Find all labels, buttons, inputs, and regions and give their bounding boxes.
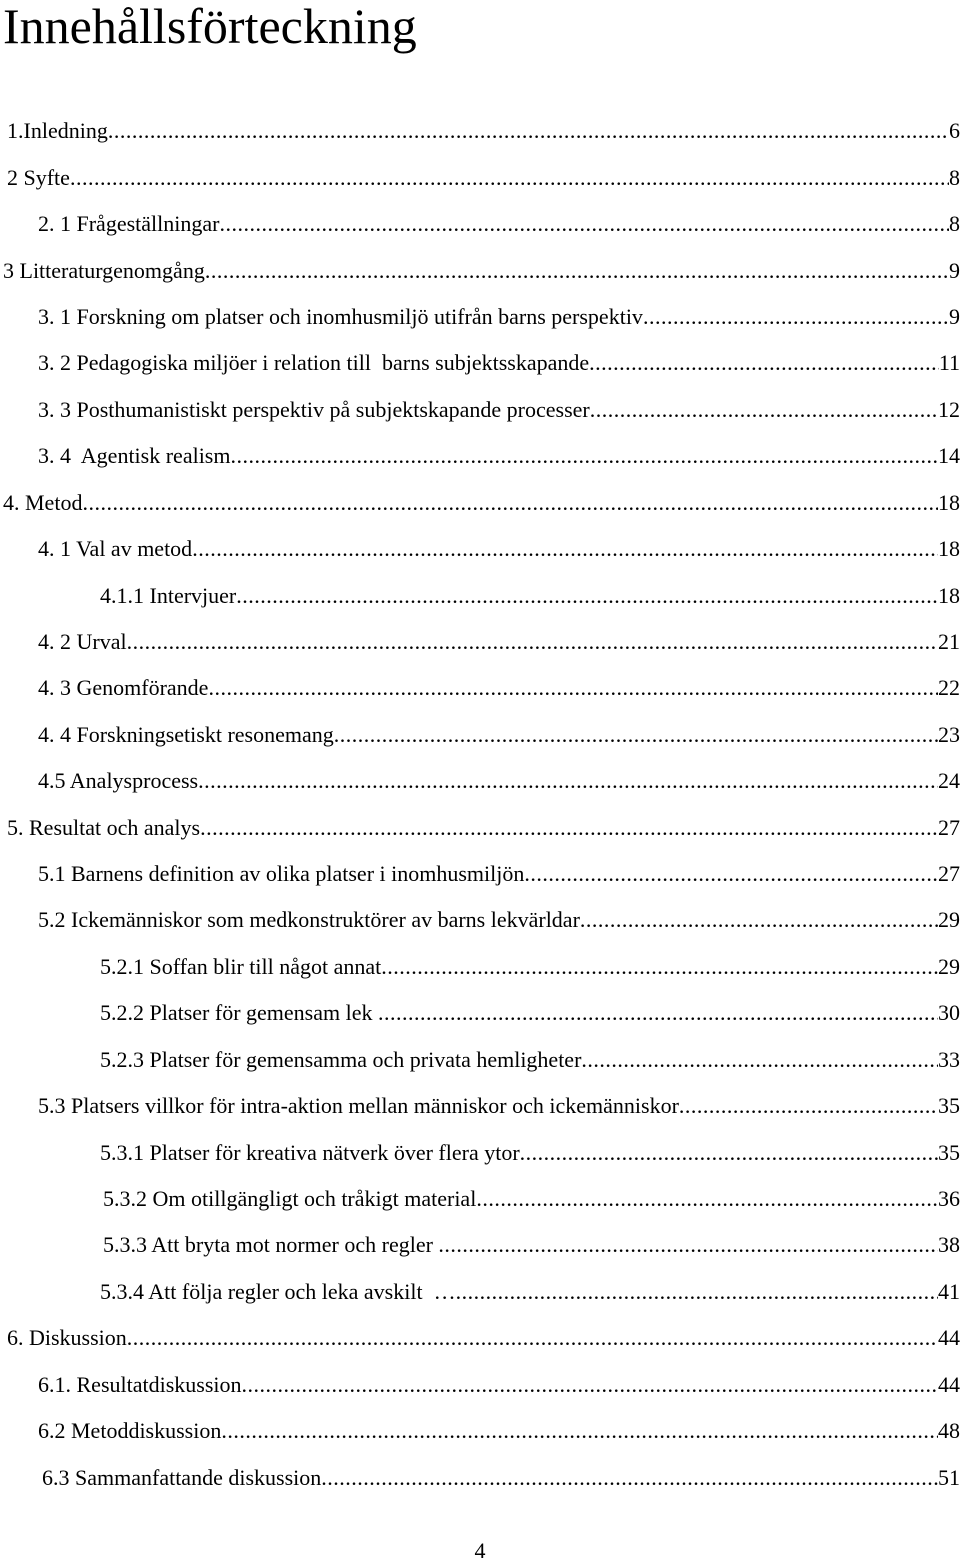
dot-leader (205, 258, 949, 284)
toc-entry-page: 48 (938, 1418, 960, 1443)
toc-entry-page: 9 (949, 258, 960, 283)
toc-entry[interactable] (7, 111, 960, 151)
toc-entry[interactable] (38, 668, 960, 708)
toc-entry-page: 23 (938, 722, 960, 747)
dot-leader (476, 1186, 938, 1212)
toc-entry-label: 4. 1 Val av metod (38, 536, 193, 561)
toc-entry-page: 35 (938, 1093, 960, 1118)
dot-leader (321, 1465, 938, 1491)
dot-leader (208, 675, 938, 701)
toc-entry[interactable] (38, 390, 960, 430)
toc-entry-label: 5.3 Platsers villkor för intra-aktion mellan människor och ickemänniskor (38, 1093, 679, 1118)
toc-entry-page: 44 (938, 1325, 960, 1350)
toc-entry[interactable] (38, 1086, 960, 1126)
toc-entry-page: 29 (938, 907, 960, 932)
page-number: 4 (474, 1538, 486, 1563)
toc-entry[interactable] (38, 297, 960, 337)
toc-entry[interactable] (42, 1458, 960, 1498)
dot-leader (520, 1140, 938, 1166)
page-title: Innehållsförteckning (3, 0, 417, 54)
toc-entry-label: 6.2 Metoddiskussion (38, 1418, 222, 1443)
toc-entry[interactable] (38, 715, 960, 755)
toc-entry-page: 35 (938, 1140, 960, 1165)
toc-entry-page: 51 (938, 1465, 960, 1490)
dot-leader (679, 1093, 938, 1119)
toc-entry[interactable] (100, 1133, 960, 1173)
dot-leader (200, 815, 938, 841)
toc-entry[interactable] (38, 622, 960, 662)
dot-leader (70, 165, 949, 191)
toc-entry[interactable] (3, 483, 960, 523)
toc-entry-page: 27 (938, 861, 960, 886)
toc-entry-page: 41 (938, 1279, 960, 1304)
toc-entry-page: 18 (938, 490, 960, 515)
toc-entry-page: 44 (938, 1372, 960, 1397)
toc-entry[interactable] (38, 204, 960, 244)
dot-leader (643, 304, 949, 330)
toc-entry-label: 5.3.1 Platser för kreativa nätverk över flera ytor (100, 1140, 520, 1165)
toc-entry[interactable] (38, 1365, 960, 1405)
toc-entry[interactable] (100, 947, 960, 987)
toc-entry[interactable] (7, 808, 960, 848)
toc-entry-page: 36 (938, 1186, 960, 1211)
toc-entry-label: 6.1. Resultatdiskussion (38, 1372, 242, 1397)
toc-entry-label: 5.1 Barnens definition av olika platser i inomhusmiljön (38, 861, 525, 886)
toc-entry-label: 5. Resultat och analys (7, 815, 201, 840)
toc-entry-page: 29 (938, 954, 960, 979)
toc-entry[interactable] (7, 1318, 960, 1358)
toc-entry-page: 9 (949, 304, 960, 329)
toc-entry-page: 12 (938, 397, 960, 422)
toc-entry-label: 4. Metod (3, 490, 83, 515)
toc-entry[interactable] (100, 1040, 960, 1080)
dot-leader (381, 954, 938, 980)
toc-entry-label: 4.1.1 Intervjuer (100, 583, 237, 608)
toc-entry-label: 3. 2 Pedagogiska miljöer i relation till barns subjektsskapande (38, 350, 590, 375)
dot-leader (590, 397, 938, 423)
toc-entry-page: 8 (949, 165, 960, 190)
toc-entry-page: 6 (949, 118, 960, 143)
dot-leader (219, 211, 949, 237)
toc-entry-page: 18 (938, 583, 960, 608)
dot-leader (242, 1372, 938, 1398)
toc-entry-label: 6. Diskussion (7, 1325, 127, 1350)
toc-entry[interactable] (7, 158, 960, 198)
toc-entry[interactable] (38, 343, 960, 383)
toc-entry[interactable] (38, 1411, 960, 1451)
toc-entry[interactable] (100, 576, 960, 616)
dot-leader (221, 1418, 938, 1444)
dot-leader (192, 536, 938, 562)
toc-entry-label: 2 Syfte (7, 165, 70, 190)
dot-leader (198, 768, 938, 794)
dot-leader (82, 490, 938, 516)
dot-leader (438, 1232, 938, 1258)
dot-leader (334, 722, 938, 748)
toc-entry-page: 11 (938, 350, 960, 375)
toc-entry-page: 14 (938, 443, 960, 468)
toc-entry-label: 5.3.2 Om otillgängligt och tråkigt material (103, 1186, 477, 1211)
dot-leader (127, 1325, 938, 1351)
toc-entry-label: 3. 1 Forskning om platser och inomhusmiljö utifrån barns perspektiv (38, 304, 643, 329)
toc-entry-label: 5.2 Ickemänniskor som medkonstruktörer av barns lekvärldar (38, 907, 580, 932)
toc-entry[interactable] (100, 993, 960, 1033)
toc-entry-page: 27 (938, 815, 960, 840)
toc-entry-page: 21 (938, 629, 960, 654)
toc-entry-label: 5.2.3 Platser för gemensamma och privata hemligheter (100, 1047, 582, 1072)
toc-entry-label: 3 Litteraturgenomgång (3, 258, 205, 283)
toc-entry-label: 2. 1 Frågeställningar (38, 211, 220, 236)
dot-leader (581, 1047, 938, 1073)
toc-entry-label: 1.Inledning (7, 118, 108, 143)
toc-entry-page: 38 (938, 1232, 960, 1257)
toc-entry[interactable] (38, 900, 960, 940)
toc-entry[interactable] (38, 854, 960, 894)
dot-leader (378, 1000, 938, 1026)
dot-leader (580, 907, 938, 933)
toc-entry-label: 6.3 Sammanfattande diskussion (42, 1465, 322, 1490)
toc-entry-label: 4. 4 Forskningsetiskt resonemang (38, 722, 334, 747)
dot-leader (524, 861, 938, 887)
toc-entry-page: 33 (938, 1047, 960, 1072)
toc-entry-page: 30 (938, 1000, 960, 1025)
toc-entry[interactable] (103, 1179, 960, 1219)
dot-leader (589, 350, 939, 376)
toc-entry-label: 4.5 Analysprocess (38, 768, 199, 793)
toc-entry[interactable] (100, 1272, 960, 1312)
toc-entry-page: 24 (938, 768, 960, 793)
dot-leader (127, 629, 938, 655)
toc-entry-label: 4. 2 Urval (38, 629, 127, 654)
toc-entry-label: 5.3.4 Att följa regler och leka avskilt … (100, 1279, 456, 1304)
toc-entry[interactable] (38, 436, 960, 476)
toc-entry[interactable] (3, 251, 960, 291)
toc-entry-label: 3. 3 Posthumanistiskt perspektiv på subjektskapande processer (38, 397, 590, 422)
toc-entry-page: 8 (949, 211, 960, 236)
toc-entry[interactable] (38, 761, 960, 801)
toc-entry-label: 5.2.2 Platser för gemensam lek (100, 1000, 378, 1025)
toc-entry-label: 5.3.3 Att bryta mot normer och regler (103, 1232, 439, 1257)
dot-leader (230, 443, 938, 469)
toc-entry[interactable] (103, 1225, 960, 1265)
dot-leader (236, 583, 938, 609)
toc-entry-page: 22 (938, 675, 960, 700)
toc-entry-label: 5.2.1 Soffan blir till något annat (100, 954, 382, 979)
dot-leader (456, 1279, 938, 1305)
toc-entry-label: 4. 3 Genomförande (38, 675, 209, 700)
toc-entry-label: 3. 4 Agentisk realism (38, 443, 231, 468)
toc-entry[interactable] (38, 529, 960, 569)
toc-entry-page: 18 (938, 536, 960, 561)
dot-leader (108, 118, 949, 144)
